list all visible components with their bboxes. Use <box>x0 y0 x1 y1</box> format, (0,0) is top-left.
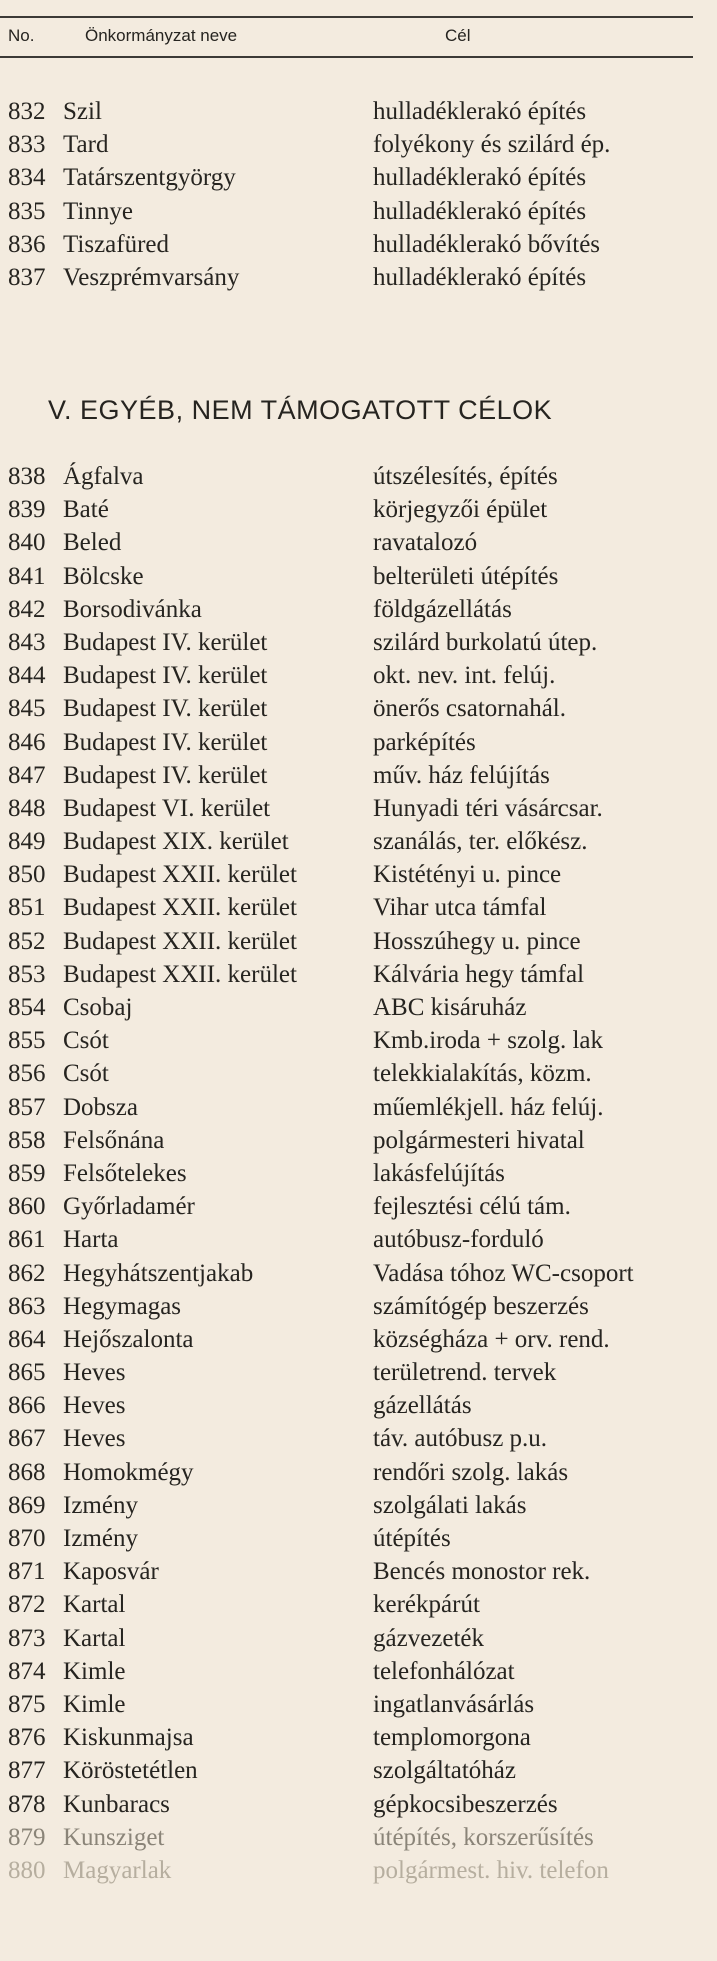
item-number: 870 <box>8 1525 46 1552</box>
item-goal: okt. nev. int. felúj. <box>373 662 556 690</box>
item-goal: Vadása tóhoz WC-csoport <box>373 1259 634 1287</box>
list-item <box>0 1558 700 1591</box>
item-goal: telekkialakítás, közm. <box>373 1060 592 1088</box>
item-number: 839 <box>8 496 46 524</box>
municipality-name: Kimle <box>63 1690 126 1718</box>
list-item <box>0 231 700 264</box>
item-number: 844 <box>8 662 46 690</box>
municipality-name: Hegyhátszentjakab <box>63 1259 254 1287</box>
item-number: 856 <box>8 1060 46 1088</box>
municipality-name: Homokmégy <box>63 1458 194 1486</box>
item-number: 868 <box>8 1458 46 1486</box>
item-number: 842 <box>8 595 46 623</box>
item-number: 873 <box>8 1624 46 1652</box>
item-goal: telefonhálózat <box>373 1657 515 1685</box>
municipality-name: Csót <box>63 1060 109 1088</box>
item-goal: szilárd burkolatú útep. <box>373 628 598 656</box>
item-number: 875 <box>8 1690 46 1718</box>
municipality-name: Kunbaracs <box>63 1790 170 1818</box>
item-goal: Hunyadi téri vásárcsar. <box>373 794 603 822</box>
item-goal: hulladéklerakó építés <box>373 98 587 125</box>
list-item <box>0 1193 700 1226</box>
list-item <box>0 98 700 131</box>
item-goal: szanálás, ter. előkész. <box>373 828 588 856</box>
list-item <box>0 529 700 562</box>
municipality-name: Dobsza <box>63 1093 138 1121</box>
list-section-2 <box>0 463 700 1890</box>
item-goal: autóbusz-forduló <box>373 1226 544 1254</box>
item-number: 837 <box>8 263 46 291</box>
item-goal: szolgálati lakás <box>373 1491 527 1519</box>
list-item <box>0 1127 700 1160</box>
municipality-name: Csobaj <box>63 994 133 1021</box>
item-goal: Hosszúhegy u. pince <box>373 927 581 955</box>
item-number: 869 <box>8 1491 46 1519</box>
list-item <box>0 496 700 529</box>
item-goal: Kmb.iroda + szolg. lak <box>373 1027 604 1055</box>
item-goal: Kistétényi u. pince <box>373 861 562 889</box>
item-number: 848 <box>8 794 46 822</box>
list-item <box>0 1260 700 1293</box>
municipality-name: Budapest IV. kerület <box>63 662 268 690</box>
item-number: 836 <box>8 230 46 258</box>
item-number: 832 <box>8 98 46 125</box>
item-number: 851 <box>8 894 46 922</box>
item-number: 860 <box>8 1193 46 1221</box>
municipality-name: Budapest IV. kerület <box>63 628 268 656</box>
municipality-name: Borsodivánka <box>63 595 202 623</box>
item-goal: műv. ház felújítás <box>373 761 550 789</box>
item-number: 838 <box>8 463 46 490</box>
list-item <box>0 1724 700 1757</box>
municipality-name: Tiszafüred <box>63 230 170 258</box>
list-item <box>0 596 700 629</box>
list-item <box>0 729 700 762</box>
municipality-name: Felsőnána <box>63 1126 165 1154</box>
municipality-name: Heves <box>63 1359 126 1387</box>
section-title: V. EGYÉB, NEM TÁMOGATOTT CÉLOK <box>48 395 553 425</box>
item-number: 866 <box>8 1392 46 1420</box>
municipality-name: Kartal <box>63 1624 126 1652</box>
item-number: 871 <box>8 1558 46 1586</box>
list-item <box>0 1791 700 1824</box>
list-item <box>0 828 700 861</box>
item-goal: hulladéklerakó bővítés <box>373 230 601 258</box>
list-item <box>0 164 700 197</box>
list-item <box>0 198 700 231</box>
item-number: 835 <box>8 197 46 225</box>
item-goal: ravatalozó <box>373 529 478 557</box>
municipality-name: Izmény <box>63 1491 138 1519</box>
municipality-name: Budapest XXII. kerület <box>63 894 297 922</box>
list-item <box>0 1625 700 1658</box>
item-goal: folyékony és szilárd ép. <box>373 131 611 159</box>
municipality-name: Felsőtelekes <box>63 1159 187 1187</box>
municipality-name: Kimle <box>63 1657 126 1685</box>
item-goal: templomorgona <box>373 1724 531 1752</box>
item-goal: szolgáltatóház <box>373 1757 516 1785</box>
list-item <box>0 994 700 1027</box>
list-item <box>0 1326 700 1359</box>
municipality-name: Köröstetétlen <box>63 1757 198 1785</box>
item-number: 833 <box>8 131 46 159</box>
item-goal: útépítés, korszerűsítés <box>373 1823 594 1851</box>
list-item <box>0 131 700 164</box>
item-number: 834 <box>8 164 46 192</box>
item-number: 849 <box>8 828 46 856</box>
municipality-name: Budapest IV. kerület <box>63 695 268 723</box>
item-number: 874 <box>8 1657 46 1685</box>
list-item <box>0 563 700 596</box>
item-number: 862 <box>8 1259 46 1287</box>
item-number: 872 <box>8 1591 46 1619</box>
list-item <box>0 1525 700 1558</box>
item-goal: fejlesztési célú tám. <box>373 1193 571 1221</box>
item-goal: polgármest. hiv. telefon <box>373 1856 609 1884</box>
municipality-name: Budapest XXII. kerület <box>63 861 297 889</box>
list-item <box>0 1691 700 1724</box>
municipality-name: Beled <box>63 529 122 557</box>
municipality-name: Csót <box>63 1027 109 1055</box>
list-item <box>0 961 700 994</box>
top-rule <box>0 16 693 18</box>
list-item <box>0 1027 700 1060</box>
list-item <box>0 894 700 927</box>
item-goal: ABC kisáruház <box>373 994 527 1021</box>
item-goal: polgármesteri hivatal <box>373 1126 585 1154</box>
item-number: 858 <box>8 1126 46 1154</box>
item-goal: műemlékjell. ház felúj. <box>373 1093 604 1121</box>
municipality-name: Magyarlak <box>63 1856 172 1884</box>
list-item <box>0 695 700 728</box>
item-goal: útépítés <box>373 1525 451 1552</box>
list-item <box>0 1392 700 1425</box>
item-goal: területrend. tervek <box>373 1359 557 1387</box>
municipality-name: Izmény <box>63 1525 138 1552</box>
municipality-name: Baté <box>63 496 109 524</box>
list-item <box>0 1824 700 1857</box>
item-number: 877 <box>8 1757 46 1785</box>
item-number: 847 <box>8 761 46 789</box>
list-item <box>0 928 700 961</box>
municipality-name: Budapest XXII. kerület <box>63 927 297 955</box>
list-item <box>0 463 700 496</box>
municipality-name: Tinnye <box>63 197 133 225</box>
list-item <box>0 1757 700 1790</box>
list-item <box>0 662 700 695</box>
list-item <box>0 1094 700 1127</box>
item-number: 845 <box>8 695 46 723</box>
item-goal: belterületi útépítés <box>373 562 559 590</box>
item-number: 867 <box>8 1425 46 1453</box>
item-number: 853 <box>8 960 46 988</box>
item-number: 850 <box>8 861 46 889</box>
municipality-name: Budapest XXII. kerület <box>63 960 297 988</box>
item-goal: kerékpárút <box>373 1591 480 1619</box>
item-number: 861 <box>8 1226 46 1254</box>
municipality-name: Heves <box>63 1392 126 1420</box>
header-name: Önkormányzat neve <box>85 26 238 45</box>
item-number: 863 <box>8 1292 46 1320</box>
item-goal: Vihar utca támfal <box>373 894 547 922</box>
item-goal: táv. autóbusz p.u. <box>373 1425 548 1453</box>
item-number: 841 <box>8 562 46 590</box>
municipality-name: Budapest IV. kerület <box>63 761 268 789</box>
item-number: 879 <box>8 1823 46 1851</box>
item-goal: községháza + orv. rend. <box>373 1325 610 1353</box>
item-number: 843 <box>8 628 46 656</box>
municipality-name: Tard <box>63 131 109 159</box>
item-goal: hulladéklerakó építés <box>373 263 587 291</box>
item-goal: ingatlanvásárlás <box>373 1690 535 1718</box>
municipality-name: Szil <box>63 98 102 125</box>
list-item <box>0 1226 700 1259</box>
item-number: 878 <box>8 1790 46 1818</box>
item-goal: gázvezeték <box>373 1624 485 1652</box>
list-item <box>0 1658 700 1691</box>
header-no: No. <box>8 26 35 45</box>
list-item <box>0 762 700 795</box>
item-number: 876 <box>8 1724 46 1752</box>
item-number: 880 <box>8 1856 46 1884</box>
item-goal: parképítés <box>373 728 476 756</box>
item-number: 864 <box>8 1325 46 1353</box>
list-item <box>0 1425 700 1458</box>
item-goal: számítógép beszerzés <box>373 1292 589 1320</box>
item-goal: rendőri szolg. lakás <box>373 1458 569 1486</box>
list-item <box>0 1857 700 1890</box>
municipality-name: Tatárszentgyörgy <box>63 164 236 192</box>
item-goal: gázellátás <box>373 1392 472 1420</box>
item-number: 846 <box>8 728 46 756</box>
municipality-name: Budapest IV. kerület <box>63 728 268 756</box>
municipality-name: Budapest XIX. kerület <box>63 828 289 856</box>
municipality-name: Heves <box>63 1425 126 1453</box>
item-number: 865 <box>8 1359 46 1387</box>
list-item <box>0 1160 700 1193</box>
header-rule <box>0 56 693 58</box>
header-goal: Cél <box>445 26 471 45</box>
municipality-name: Győrladamér <box>63 1193 195 1221</box>
item-goal: Kálvária hegy támfal <box>373 960 585 988</box>
list-item <box>0 264 700 297</box>
item-goal: földgázellátás <box>373 595 512 623</box>
list-item <box>0 1591 700 1624</box>
item-number: 840 <box>8 529 46 557</box>
municipality-name: Bölcske <box>63 562 144 590</box>
item-goal: önerős csatornahál. <box>373 695 566 723</box>
item-goal: hulladéklerakó építés <box>373 197 587 225</box>
municipality-name: Veszprémvarsány <box>63 263 240 291</box>
municipality-name: Kunsziget <box>63 1823 165 1851</box>
municipality-name: Budapest VI. kerület <box>63 794 271 822</box>
municipality-name: Hejőszalonta <box>63 1325 194 1353</box>
list-item <box>0 1459 700 1492</box>
item-number: 859 <box>8 1159 46 1187</box>
municipality-name: Kiskunmajsa <box>63 1724 194 1752</box>
item-number: 852 <box>8 927 46 955</box>
item-goal: gépkocsibeszerzés <box>373 1790 558 1818</box>
item-number: 854 <box>8 994 46 1021</box>
municipality-name: Kaposvár <box>63 1558 159 1586</box>
list-item <box>0 795 700 828</box>
item-goal: lakásfelújítás <box>373 1159 505 1187</box>
item-goal: hulladéklerakó építés <box>373 164 587 192</box>
list-item <box>0 629 700 662</box>
list-item <box>0 861 700 894</box>
item-number: 857 <box>8 1093 46 1121</box>
list-item <box>0 1359 700 1392</box>
list-item <box>0 1060 700 1093</box>
municipality-name: Ágfalva <box>63 463 144 490</box>
municipality-name: Harta <box>63 1226 119 1254</box>
item-number: 855 <box>8 1027 46 1055</box>
municipality-name: Hegymagas <box>63 1292 182 1320</box>
item-goal: útszélesítés, építés <box>373 463 558 490</box>
municipality-name: Kartal <box>63 1591 126 1619</box>
item-goal: Bencés monostor rek. <box>373 1558 591 1586</box>
list-item <box>0 1293 700 1326</box>
item-goal: körjegyzői épület <box>373 496 548 524</box>
list-item <box>0 1492 700 1525</box>
list-section-1 <box>0 98 700 297</box>
